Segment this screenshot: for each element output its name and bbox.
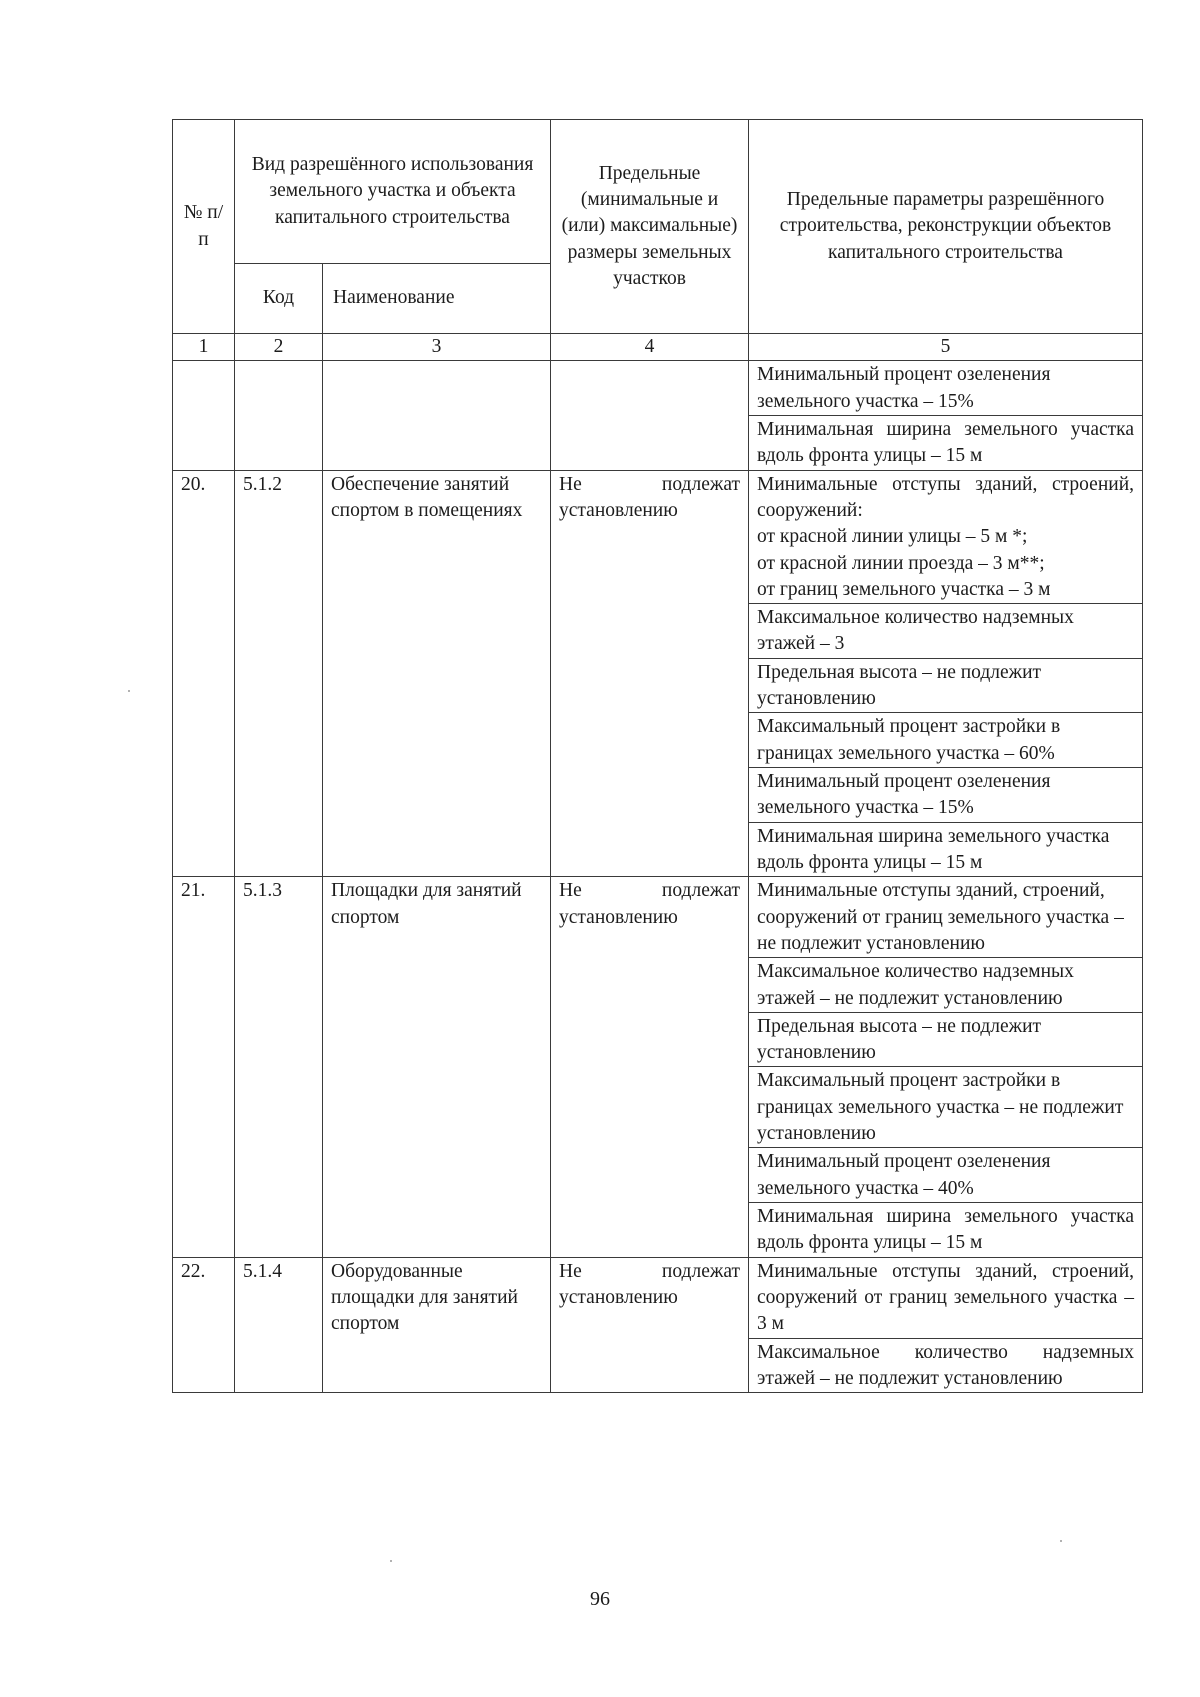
size-cell: Не подлежат установлению <box>551 1257 749 1393</box>
page-number: 96 <box>590 1588 610 1610</box>
scan-speck <box>128 690 130 692</box>
scan-speck <box>390 1560 392 1562</box>
name-cell: Площадки для занятий спортом <box>323 877 551 1257</box>
header-num: № п/п <box>173 120 235 334</box>
param-cell: Предельная высота – не подлежит установлению <box>749 1012 1143 1067</box>
column-number: 3 <box>323 334 551 361</box>
code-cell: 5.1.3 <box>235 877 323 1257</box>
name-cell: Оборудованные площадки для занятий спортом <box>323 1257 551 1393</box>
param-cell: Максимальное количество надземных этажей – 3 <box>749 604 1143 659</box>
empty-cell <box>551 361 749 470</box>
row-number-cell: 22. <box>173 1257 235 1393</box>
param-cell: Минимальные отступы зданий, строений, сооружений от границ земельного участка – не подлежит установлению <box>749 877 1143 958</box>
land-use-table <box>172 119 1143 1393</box>
param-cell: Максимальный процент застройки в границах земельного участка – 60% <box>749 713 1143 768</box>
row-number-cell: 20. <box>173 470 235 877</box>
table-row <box>173 361 1143 416</box>
table-body <box>173 361 1143 1393</box>
table-row <box>173 1257 1143 1338</box>
scan-speck <box>1060 1540 1062 1542</box>
param-cell: Максимальный процент застройки в границах земельного участка – не подлежит установлению <box>749 1067 1143 1148</box>
header-sizes: Предельные (минимальные и (или) максимальные) размеры земельных участков <box>551 120 749 334</box>
param-cell: Минимальные отступы зданий, строений, сооружений от границ земельного участка – 3 м <box>749 1257 1143 1338</box>
header-params: Предельные параметры разрешённого строительства, реконструкции объектов капитального строительства <box>749 120 1143 334</box>
param-cell: Минимальная ширина земельного участка вдоль фронта улицы – 15 м <box>749 1203 1143 1258</box>
table-row <box>173 877 1143 958</box>
name-cell: Обеспечение занятий спортом в помещениях <box>323 470 551 877</box>
param-cell: Максимальное количество надземных этажей – не подлежит установлению <box>749 1338 1143 1393</box>
column-number: 5 <box>749 334 1143 361</box>
column-number: 4 <box>551 334 749 361</box>
empty-cell <box>173 361 235 470</box>
empty-cell <box>235 361 323 470</box>
header-code: Код <box>235 264 323 334</box>
header-use-group: Вид разрешённого использования земельного участка и объекта капитального строительства <box>235 120 551 264</box>
param-cell: Минимальный процент озеленения земельного участка – 15% <box>749 361 1143 416</box>
param-cell: Минимальный процент озеленения земельного участка – 15% <box>749 768 1143 823</box>
row-number-cell: 21. <box>173 877 235 1257</box>
column-number: 1 <box>173 334 235 361</box>
param-cell: Минимальная ширина земельного участка вдоль фронта улицы – 15 м <box>749 415 1143 470</box>
header-name: Наименование <box>323 264 551 334</box>
param-cell: Максимальное количество надземных этажей – не подлежит установлению <box>749 958 1143 1013</box>
size-cell: Не подлежат установлению <box>551 470 749 877</box>
param-cell: Минимальная ширина земельного участка вдоль фронта улицы – 15 м <box>749 822 1143 877</box>
column-number: 2 <box>235 334 323 361</box>
size-cell: Не подлежат установлению <box>551 877 749 1257</box>
code-cell: 5.1.2 <box>235 470 323 877</box>
code-cell: 5.1.4 <box>235 1257 323 1393</box>
param-cell: Минимальные отступы зданий, строений, сооружений: от красной линии улицы – 5 м *; от красной линии проезда – 3 м**; от границ земельного участка – 3 м <box>749 470 1143 604</box>
table-row <box>173 470 1143 604</box>
empty-cell <box>323 361 551 470</box>
param-cell: Минимальный процент озеленения земельного участка – 40% <box>749 1148 1143 1203</box>
param-cell: Предельная высота – не подлежит установлению <box>749 658 1143 713</box>
